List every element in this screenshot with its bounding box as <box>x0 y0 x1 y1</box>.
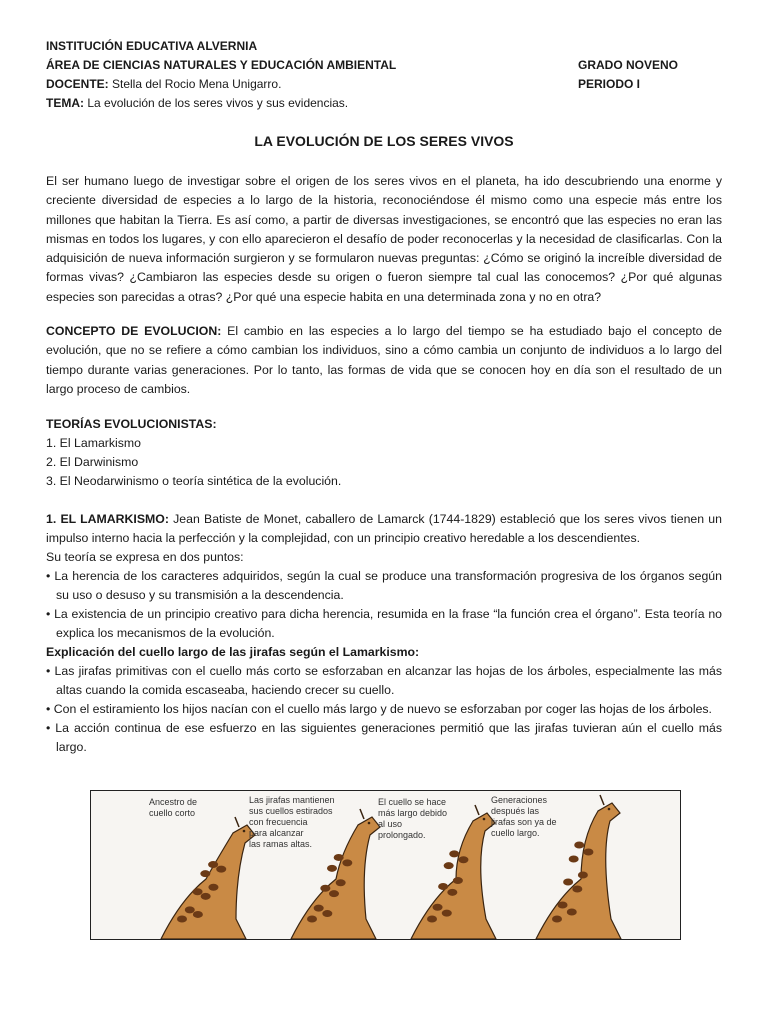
giraffe-spot <box>193 888 203 895</box>
giraffe-spot <box>444 862 454 869</box>
giraffe-spot <box>583 849 593 856</box>
giraffe-spot <box>574 842 584 849</box>
giraffe-spot <box>201 893 211 900</box>
theory-item-1: 1. El Lamarkismo <box>46 436 141 450</box>
giraffe-spot <box>342 859 352 866</box>
lamarck-label: 1. EL LAMARKISMO: <box>46 512 169 526</box>
giraffe-spot <box>552 916 562 923</box>
teacher-label: DOCENTE: <box>46 77 109 91</box>
concept-label: CONCEPTO DE EVOLUCION: <box>46 324 222 338</box>
giraffe-spot <box>433 904 443 911</box>
topic-text: La evolución de los seres vivos y sus evidencias. <box>84 96 349 110</box>
giraffe-evolution-figure <box>90 790 681 940</box>
giraffe-spot <box>334 854 344 861</box>
lamarck-text: Jean Batiste de Monet, caballero de Lamarck (1744-1829) estableció que los seres vivos tienen un impulso interno hacia la perfección y la complejidad, con un principio creativo heredable a los descendientes. <box>46 512 722 546</box>
giraffe-point-1: • Las jirafas primitivas con el cuello más corto se esforzaban en alcanzar las hojas de los árboles, especialmente las más altas cuando la comida escaseaba, haciendo crecer su cuello. <box>46 664 722 697</box>
giraffe-spot <box>558 902 568 909</box>
giraffe-spot <box>329 890 339 897</box>
lamarck-points-intro: Su teoría se expresa en dos puntos: <box>46 550 244 564</box>
giraffe-point-2: • Con el estiramiento los hijos nacían con el cuello más largo y de nuevo se esforzaban por coger las hojas de los árboles. <box>46 702 712 716</box>
giraffe-spot <box>327 865 337 872</box>
giraffe-spot <box>208 861 218 868</box>
giraffe-spot <box>447 889 457 896</box>
page-title: LA EVOLUCIÓN DE LOS SERES VIVOS <box>254 133 514 149</box>
giraffe-spot <box>193 911 203 918</box>
concept-paragraph <box>46 322 722 399</box>
giraffe-spot <box>563 879 573 886</box>
giraffe-spot <box>208 884 218 891</box>
concept-text: El cambio en las especies a lo largo del tiempo se ha estudiado bajo el concepto de evolución, que no se refiere a cómo cambian los individuos, sino a cómo cambia un conjunto de individuos a lo largo del tiempo durante varias generaciones. Por lo tanto, las formas de vida que se conocen hoy en día son el resultado de un largo proceso de cambios. <box>46 324 723 396</box>
giraffe-spot <box>200 870 210 877</box>
giraffe-spot <box>177 916 187 923</box>
intro-paragraph: El ser humano luego de investigar sobre el origen de los seres vivos en el planeta, ha ido descubriendo una enorme y creciente diversidad de especies a lo largo de la historia, reconociéndose él mismo como una especie más entre los millones que habitan la Tierra. Es así como, a partir de diversas investigaciones, se encontró que las especies no eran las mismas en todos los lugares, y con ello aparecieron el desafío de poder reconocerlas y la necesidad de clasificarlas. Con la adquisición de nueva información surgieron y se formularon nuevas preguntas: ¿Cómo se originó la increíble diversidad de formas vivas? ¿Cambiaron las especies desde su origen o fueron siempre tal cual las conocemos? ¿Por qué algunas especies son parecidas a otras? ¿Por qué una especie habita en una determinada zona y no en otra? <box>46 174 722 304</box>
giraffe-spot <box>569 856 579 863</box>
caption-longer-neck: El cuello se hace más largo debido al uso prolongado. <box>378 797 448 840</box>
giraffe-spot <box>578 872 588 879</box>
teacher-name: Stella del Rocio Mena Unigarro. <box>108 77 282 91</box>
lamarck-point-1: • La herencia de los caracteres adquiridos, según la cual se produce una transformación progresiva de los órganos según su uso o desuso y su transmisión a la descendencia. <box>46 569 722 602</box>
giraffe-spot <box>427 916 437 923</box>
giraffe-heading: Explicación del cuello largo de las jirafas según el Lamarkismo: <box>46 645 420 659</box>
topic-line <box>46 94 686 113</box>
giraffe-spot <box>567 909 577 916</box>
theory-item-2: 2. El Darwinismo <box>46 455 139 469</box>
giraffe-spot <box>185 906 195 913</box>
giraffe-spot <box>314 905 324 912</box>
area-name: ÁREA DE CIENCIAS NATURALES Y EDUCACIÓN AMBIENTAL <box>46 58 397 72</box>
giraffe-spot <box>322 910 332 917</box>
giraffe-spot <box>442 910 452 917</box>
theories-heading: TEORÍAS EVOLUCIONISTAS: <box>46 417 217 431</box>
topic-label: TEMA: <box>46 96 84 110</box>
grade-label: GRADO NOVENO <box>578 58 679 72</box>
giraffe-spot <box>320 885 330 892</box>
giraffe-spot <box>336 879 346 886</box>
lamarck-paragraph <box>46 510 722 549</box>
giraffe-spot <box>438 883 448 890</box>
giraffe-spot <box>458 856 468 863</box>
lamarck-point-2: • La existencia de un principio creativo para dicha herencia, resumida en la frase “la función crea el órgano”. Esta teoría no explica los mecanismos de la evolución. <box>46 607 722 640</box>
caption-ancestor: Ancestro de cuello corto <box>149 797 198 818</box>
caption-long-neck: Generaciones después las jirafas son ya de cuello largo. <box>491 795 557 838</box>
giraffe-spot <box>572 886 582 893</box>
institution-name: INSTITUCIÓN EDUCATIVA ALVERNIA <box>46 39 258 53</box>
giraffe-spot <box>453 877 463 884</box>
period-label: PERIODO I <box>578 77 641 91</box>
giraffe-point-3: • La acción continua de ese esfuerzo en las siguientes generaciones permitió que las jirafas tuvieran aún el cuello más largo. <box>46 721 722 754</box>
caption-stretching: Las jirafas mantienen sus cuellos estirados con frecuencia para alcanzar las ramas altas. <box>249 795 335 849</box>
giraffe-spot <box>449 850 459 857</box>
theory-item-3: 3. El Neodarwinismo o teoría sintética de la evolución. <box>46 474 342 488</box>
giraffe-spot <box>216 866 226 873</box>
giraffe-ancestor <box>161 817 255 939</box>
giraffe-spot <box>307 916 317 923</box>
